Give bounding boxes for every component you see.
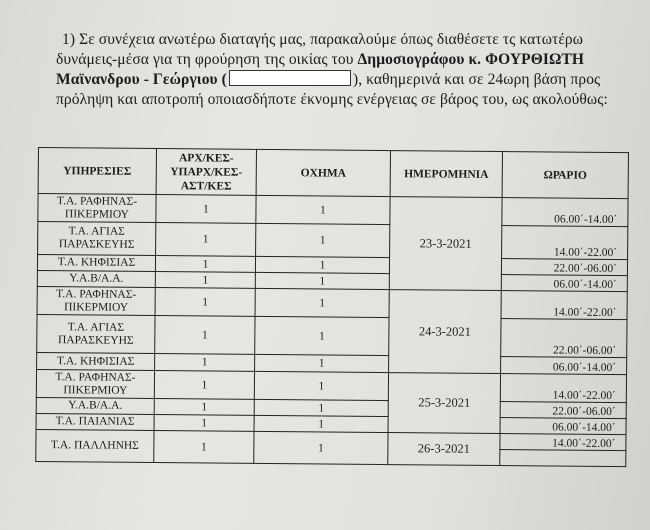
header-date: ΗΜΕΡΟΜΗΝΙΑ [390,151,502,198]
officers-cell: 1 [155,354,255,372]
header-vehicle: ΟΧΗΜΑ [256,149,390,196]
redaction-box [229,70,351,86]
service-cell: Τ.Α. ΑΓΙΑΣ ΠΑΡΑΣΚΕΥΗΣ [37,314,155,353]
service-cell: Τ.Α. ΡΑΦΗΝΑΣ-ΠΙΚΕΡΜΙΟΥ [38,194,156,223]
paragraph-line-1: 1) Σε συνέχεια ανωτέρω διαταγής μας, παρακαλούμε όπως διαθέσετε τς κατωτέρω [62,31,584,48]
officers-cell: 1 [154,431,254,464]
schedule-table [35,147,629,467]
service-cell: Υ.Α.Β/Α.Α. [37,270,155,287]
officers-cell: 1 [155,288,255,317]
service-cell: Τ.Α. ΡΑΦΗΝΑΣ-ΠΙΚΕΡΜΙΟΥ [37,286,155,315]
header-schedule: ΩΡΑΡΙΟ [502,152,628,199]
table-header-row [38,148,628,199]
paragraph-line-3 [56,70,616,90]
date-cell: 26-3-2021 [388,433,500,466]
time-cell: 22.00΄-06.00΄ [501,259,627,276]
vehicle-cell: 1 [256,223,390,257]
vehicle-cell: 1 [255,316,389,355]
time-cell: 06.00΄-14.00΄ [501,275,627,292]
header-officers [156,149,256,196]
officers-cell: 1 [155,316,255,355]
service-cell: Τ.Α. ΠΑΙΑΝΙΑΣ [36,413,154,430]
officers-cell: 1 [156,195,256,224]
officers-cell: 1 [154,415,254,432]
vehicle-cell: 1 [254,399,388,416]
vehicle-cell: 1 [254,431,388,464]
service-cell: Τ.Α. ΠΑΛΛΗΝΗΣ [36,429,154,462]
officers-cell: 1 [154,371,254,400]
time-cell: 14.00΄-22.00΄ [500,434,626,451]
vehicle-cell: 1 [255,288,389,317]
paragraph-line-3-text: ), καθημερινά και σε 24ωρη βάση προς [352,71,601,88]
paragraph-line-4: πρόληψη και αποτροπή οποιασδήποτε έκνομης ενέργειας σε βάρος του, ως ακολούθως: [56,91,608,108]
paragraph-line-2 [56,50,616,70]
time-cell: 06.00΄-14.00΄ [502,198,628,227]
vehicle-cell: 1 [256,195,390,224]
journalist-title: Δημοσιογράφου κ. ΦΟΥΡΘΙΩΤΗ [357,51,585,68]
time-cell: 14.00΄-22.00΄ [500,374,626,403]
time-cell: 22.00΄-06.00΄ [501,319,627,358]
vehicle-cell: 1 [255,272,389,289]
intro-paragraph [56,30,616,110]
officers-cell: 1 [155,256,255,273]
time-cell: 22.00΄-06.00΄ [500,402,626,419]
vehicle-cell: 1 [255,354,389,372]
header-officers-line-2: ΥΠΑΡΧ/ΚΕΣ- [170,165,243,179]
officers-cell: 1 [155,272,255,289]
service-cell: Υ.Α.Β/Α.Α. [36,397,154,414]
table-row [38,222,628,260]
header-services: ΥΠΗΡΕΣΙΕΣ [38,148,156,195]
paragraph-line-2-text: δυνάμεις-μέσα για τη φρούρηση της οικίας του [56,51,358,68]
vehicle-cell: 1 [254,371,388,400]
service-cell: Τ.Α. ΑΓΙΑΣ ΠΑΡΑΣΚΕΥΗΣ [38,222,156,256]
service-cell: Τ.Α. ΚΗΦΙΣΙΑΣ [37,255,155,272]
date-cell: 24-3-2021 [389,290,502,374]
officers-cell: 1 [156,223,256,257]
service-cell: Τ.Α. ΡΑΦΗΝΑΣ-ΠΙΚΕΡΜΙΟΥ [36,369,154,398]
time-cell: 06.00΄-14.00΄ [500,418,626,435]
vehicle-cell: 1 [255,256,389,273]
service-cell: Τ.Α. ΚΗΦΙΣΙΑΣ [37,352,155,370]
journalist-name: Μαϊνανδρου - Γεώργιου ( [56,71,227,88]
time-cell: 06.00΄-14.00΄ [501,357,627,375]
table-row [37,314,627,357]
officers-cell: 1 [154,399,254,416]
header-officers-line-1: ΑΡΧ/ΚΕΣ- [178,151,234,165]
time-cell: 14.00΄-22.00΄ [502,226,628,260]
time-cell: 14.00΄-22.00΄ [501,291,627,320]
vehicle-cell: 1 [254,415,388,432]
header-officers-line-3: ΑΣΤ/ΚΕΣ [180,179,232,193]
date-cell: 23-3-2021 [389,197,502,291]
date-cell: 25-3-2021 [388,373,501,434]
time-cell [500,450,626,467]
